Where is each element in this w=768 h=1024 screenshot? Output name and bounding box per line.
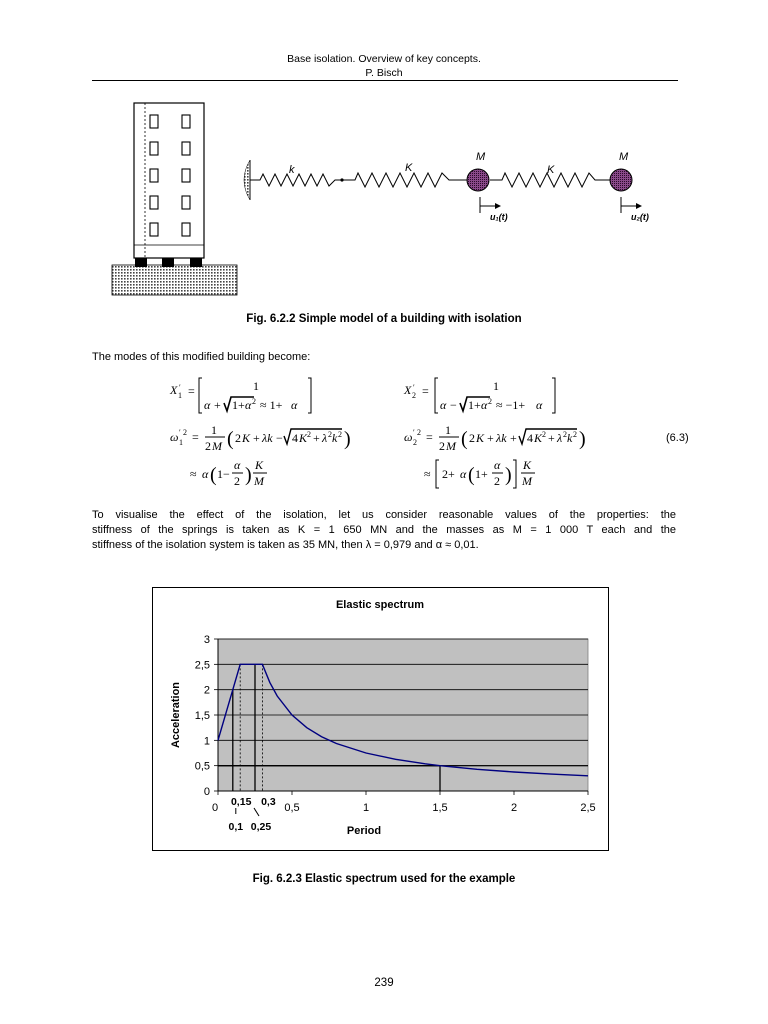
svg-text:): ) xyxy=(579,428,586,450)
svg-text:2: 2 xyxy=(328,430,332,439)
paragraph-line-3: stiffness of the isolation system is taken as 35 MN, then λ = 0,979 and α ≈ 0,01. xyxy=(92,539,479,551)
mass-2 xyxy=(610,169,632,191)
y-tick-label: 0,5 xyxy=(194,760,210,773)
y-axis-label: Acceleration xyxy=(170,681,182,749)
svg-text:M: M xyxy=(254,474,264,488)
x-tick-label: 0 xyxy=(211,802,219,814)
svg-text:): ) xyxy=(245,464,252,486)
equation-omega2-approx xyxy=(424,458,535,488)
svg-text:+: + xyxy=(253,431,260,445)
svg-text:2: 2 xyxy=(469,431,475,445)
svg-text:1+: 1+ xyxy=(468,398,481,412)
equation-number: (6.3) xyxy=(666,432,689,444)
running-header-title: Base isolation. Overview of key concepts. xyxy=(287,53,481,65)
x-tick-label: 2,5 xyxy=(580,802,596,814)
svg-text:′: ′ xyxy=(413,428,415,437)
mass-1 xyxy=(467,169,489,191)
svg-text:2: 2 xyxy=(417,428,421,437)
svg-text:≈ 1+: ≈ 1+ xyxy=(260,398,283,412)
y-tick-label: 0 xyxy=(203,786,210,798)
elastic-spectrum-chart xyxy=(152,587,609,851)
period-marker-label: 0,15 xyxy=(230,796,252,808)
svg-text:≈: ≈ xyxy=(190,467,197,481)
svg-text:k: k xyxy=(332,431,338,445)
equation-omega1-approx xyxy=(190,458,267,488)
svg-text:′: ′ xyxy=(413,383,415,392)
svg-text:ω: ω xyxy=(170,430,179,444)
svg-text:α: α xyxy=(536,398,543,412)
svg-text:4: 4 xyxy=(527,431,533,445)
svg-text:M: M xyxy=(446,439,456,453)
svg-text:1: 1 xyxy=(211,423,217,437)
svg-text:−: − xyxy=(450,398,457,412)
equation-X1 xyxy=(169,378,311,413)
equation-X2 xyxy=(403,378,555,413)
svg-text:): ) xyxy=(505,464,512,486)
svg-text:α: α xyxy=(481,398,488,412)
svg-text:2: 2 xyxy=(439,439,445,453)
svg-text:+: + xyxy=(313,431,320,445)
page-number: 239 xyxy=(374,977,394,989)
svg-text:≈ −1+: ≈ −1+ xyxy=(496,398,526,412)
svg-text:2: 2 xyxy=(488,397,492,406)
svg-text:λ: λ xyxy=(322,431,328,445)
svg-text:λk: λk xyxy=(496,431,507,445)
svg-text:α: α xyxy=(234,458,241,472)
svg-text:α: α xyxy=(494,458,501,472)
svg-text:α: α xyxy=(202,467,209,481)
svg-text:1+: 1+ xyxy=(475,467,488,481)
y-tick-label: 3 xyxy=(203,634,210,646)
label-K1: K xyxy=(405,162,413,174)
svg-text:K: K xyxy=(255,458,264,472)
svg-text:K: K xyxy=(242,431,251,445)
svg-text:α: α xyxy=(245,398,252,412)
svg-text:=: = xyxy=(422,384,429,398)
svg-text:−: − xyxy=(276,431,283,445)
figure-caption-1: Fig. 6.2.2 Simple model of a building with isolation xyxy=(246,313,522,325)
svg-text:1: 1 xyxy=(445,423,451,437)
paragraph-modes: The modes of this modified building become: xyxy=(92,351,311,363)
svg-text:α: α xyxy=(460,467,467,481)
svg-text:+: + xyxy=(214,398,221,412)
svg-text:2: 2 xyxy=(413,438,417,447)
period-marker-label: 0,25 xyxy=(250,821,272,833)
svg-text:2: 2 xyxy=(252,397,256,406)
running-header-author: P. Bisch xyxy=(365,67,403,79)
svg-text:2: 2 xyxy=(307,430,311,439)
svg-text:2: 2 xyxy=(494,474,500,488)
y-tick-label: 1 xyxy=(203,735,210,748)
svg-text:(: ( xyxy=(468,464,475,486)
svg-text:K: K xyxy=(476,431,485,445)
x-tick-label: 1,5 xyxy=(432,802,448,814)
svg-text:2+: 2+ xyxy=(442,467,455,481)
svg-text:2: 2 xyxy=(542,430,546,439)
svg-text:): ) xyxy=(344,428,351,450)
svg-text:1: 1 xyxy=(493,379,499,393)
equation-omega1 xyxy=(170,423,351,453)
label-u1: u₁(t) xyxy=(490,212,508,222)
y-tick-label: 1,5 xyxy=(194,710,210,722)
svg-text:K: K xyxy=(523,458,532,472)
building-frame xyxy=(134,103,204,258)
svg-text:2: 2 xyxy=(563,430,567,439)
chart-title: Elastic spectrum xyxy=(335,599,425,611)
svg-text:X: X xyxy=(404,383,412,397)
svg-text:K: K xyxy=(299,431,308,445)
svg-text:+: + xyxy=(510,431,517,445)
svg-text:α: α xyxy=(291,398,298,412)
period-marker-label: 0,1 xyxy=(228,821,244,833)
svg-text:1: 1 xyxy=(253,379,259,393)
svg-text:(: ( xyxy=(210,464,217,486)
svg-text:α: α xyxy=(204,398,211,412)
equation-6-3 xyxy=(150,375,690,495)
equation-omega2 xyxy=(404,423,586,453)
svg-text:2: 2 xyxy=(205,439,211,453)
svg-text:K: K xyxy=(534,431,543,445)
svg-text:ω: ω xyxy=(404,430,413,444)
svg-text:2: 2 xyxy=(338,430,342,439)
svg-text:2: 2 xyxy=(235,431,241,445)
figure-caption-2: Fig. 6.2.3 Elastic spectrum used for the example xyxy=(252,873,516,885)
svg-text:1: 1 xyxy=(178,391,182,400)
svg-text:1+: 1+ xyxy=(232,398,245,412)
fixed-support xyxy=(244,160,250,200)
x-tick-label: 0,5 xyxy=(284,802,300,814)
svg-text:(: ( xyxy=(227,428,234,450)
spring-K1 xyxy=(342,173,467,187)
paragraph-line-2: stiffness of the springs is taken as K = 1 650 MN and the masses as M = 1 000 T each and the xyxy=(92,524,676,536)
svg-text:′: ′ xyxy=(179,428,181,437)
svg-text:X: X xyxy=(170,383,178,397)
period-marker-label: 0,3 xyxy=(261,796,276,808)
svg-text:2: 2 xyxy=(412,391,416,400)
label-u2: u₂(t) xyxy=(631,212,649,222)
svg-text:λk: λk xyxy=(262,431,273,445)
svg-text:1−: 1− xyxy=(217,467,230,481)
svg-text:2: 2 xyxy=(183,428,187,437)
svg-text:′: ′ xyxy=(179,383,181,392)
svg-text:k: k xyxy=(567,431,573,445)
svg-text:M: M xyxy=(522,474,532,488)
svg-text:+: + xyxy=(487,431,494,445)
svg-text:M: M xyxy=(212,439,222,453)
label-k: k xyxy=(289,164,295,176)
y-tick-label: 2,5 xyxy=(194,659,210,672)
label-K2: K xyxy=(547,164,555,176)
building-isolation-diagram xyxy=(100,95,680,305)
svg-text:+: + xyxy=(548,431,555,445)
svg-text:=: = xyxy=(426,430,433,444)
x-tick-label: 1 xyxy=(362,802,370,814)
x-tick-label: 2 xyxy=(510,802,518,814)
svg-text:=: = xyxy=(188,384,195,398)
y-tick-label: 2 xyxy=(203,684,210,697)
label-M1: M xyxy=(476,151,486,163)
svg-text:2: 2 xyxy=(234,474,240,488)
svg-text:λ: λ xyxy=(557,431,563,445)
svg-text:=: = xyxy=(192,430,199,444)
x-axis-label: Period xyxy=(346,825,382,837)
label-M2: M xyxy=(619,151,629,163)
header-rule xyxy=(92,80,678,81)
svg-text:4: 4 xyxy=(292,431,298,445)
svg-text:(: ( xyxy=(461,428,468,450)
svg-text:2: 2 xyxy=(573,430,577,439)
ground-hatch xyxy=(112,265,237,295)
svg-text:≈: ≈ xyxy=(424,467,431,481)
svg-text:1: 1 xyxy=(179,438,183,447)
paragraph-line-1: To visualise the effect of the isolation, let us consider reasonable values of the properties: the xyxy=(92,509,676,521)
svg-text:α: α xyxy=(440,398,447,412)
spring-k xyxy=(250,174,342,186)
